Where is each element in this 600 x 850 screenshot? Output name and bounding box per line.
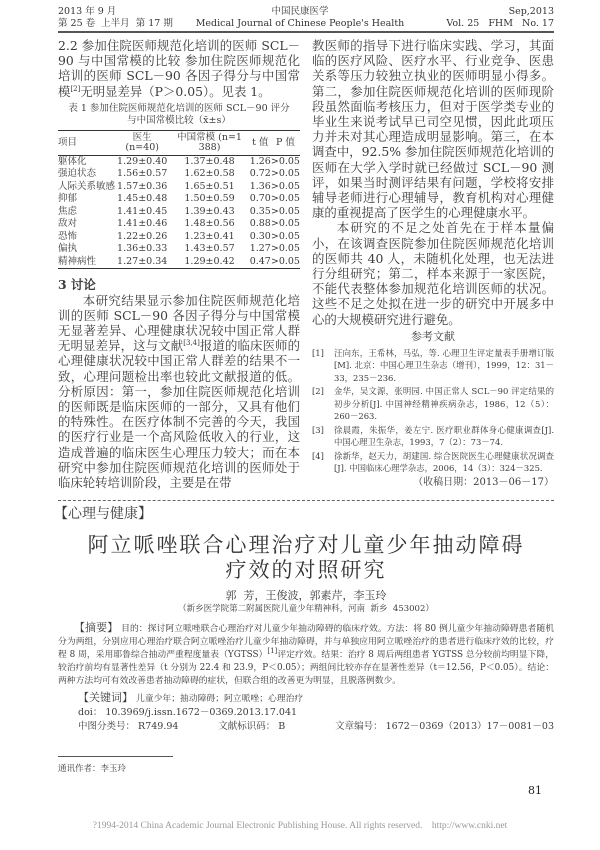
table-cell: 0.70 [249, 193, 271, 205]
reference-text: 徐晨霞，朱振华，姜左宁. 医疗职业群体身心健康调查[J]. 中国心理卫生杂志，1993，7（2）：73－74. [334, 424, 554, 448]
table-cell: 1.27 [249, 243, 271, 255]
table-cell: 1.43±0.57 [184, 243, 235, 255]
reference-text: 汪向东，王希林，马弘，等. 心理卫生评定量表手册增订版[M]. 北京：中国心理卫生杂志（增刊），1999，12：31－33，235－236. [334, 347, 554, 383]
table-1 [58, 130, 300, 270]
table-cell: 1.56±0.57 [117, 168, 168, 180]
main-content [54, 38, 555, 734]
discussion-paragraph-cont: 教医师的指导下进行临床实践、学习，其面临的医疗风险、医疗水平、行业竞争、医患关系等压力较独立执业的医师明显小得多。第二，参加住院医师规范化培训的医师现阶段虽然面临考核压力，但对于医学类专业的毕业生来说考试早已司空见惯，因此此项压力并未对其心理造成明显影响。第三，在本调查中，92.5% 参加住院医师规范化培训的医师在大学入学时就已经做过 SCL－90 测评，如果当时测评结果有问题，学校将安排辅导老师进行心理辅导，教育机构对心理健康的重视提高了医学生的心理健康水平。 [312, 38, 554, 221]
table-cell: 1.29±0.40 [117, 155, 168, 167]
reference-item [312, 424, 554, 449]
table-row [58, 206, 300, 219]
table-cell: 强迫状态 [58, 168, 97, 180]
received-date: （收稿日期：2013－06－17） [413, 476, 554, 488]
references-list [312, 347, 554, 475]
two-column-body [58, 38, 554, 490]
table-cell: 0.88 [249, 218, 271, 230]
table-cell: 0.72 [249, 168, 271, 180]
table-cell: 1.29±0.42 [169, 256, 249, 269]
table-cell: 焦虑 [58, 205, 78, 217]
journal-name-en: Medical Journal of Chinese People's Health [195, 18, 405, 29]
table-cell: 恐怖 [58, 230, 78, 242]
table-cell: 敌对 [58, 218, 78, 230]
affiliation: （新乡医学院第二附属医院儿童少年精神科，河南 新乡 453002） [178, 604, 434, 615]
table-cell: 1.57±0.36 [117, 180, 168, 192]
table-cell: 1.45±0.48 [117, 193, 168, 205]
table-cell: 1.41±0.45 [117, 205, 168, 217]
table-cell: >0.05 [270, 193, 300, 205]
table-cell: 1.36 [249, 180, 271, 192]
table-cell: 抑郁 [58, 193, 78, 205]
table-row [58, 168, 300, 181]
table-cell: >0.05 [270, 180, 300, 192]
table-cell: 1.50±0.59 [184, 193, 235, 205]
header-center [190, 6, 410, 30]
table-header-cell: P 值 [271, 130, 300, 155]
copyright-footer: ?1994-2014 China Academic Journal Electronic Publishing House. All rights reserved. http://www.cnki.net [92, 821, 508, 831]
reference-item [312, 450, 554, 475]
table-cell: 1.23±0.41 [184, 230, 235, 242]
reference-item [312, 385, 554, 423]
table-cell: >0.05 [270, 255, 300, 267]
table-row [58, 193, 300, 206]
table-header-cell: 医生 (n=40) [115, 130, 169, 155]
table-cell: 1.62±0.58 [184, 168, 235, 180]
table-cell: 1.48±0.56 [184, 218, 235, 230]
header-left [58, 6, 173, 30]
references-title: 参考文献 [411, 329, 455, 343]
abstract: 【摘要】 目的：探讨阿立哌唑联合心理治疗对儿童少年抽动障碍的临床疗效。方法：将 80 例儿童少年抽动障碍患者随机分为两组，分别应用心理治疗联合阿立哌唑治疗儿童少年抽动障碍，并与单独应用阿立哌唑治疗的患者进行临床疗效的比较，疗程 8 周，采用耶鲁综合抽动严重程度量表（YGTSS）[1]评定疗效。结果：治疗 8 周后两组患者 YGTSS 总分较前均明显下降，较治疗前均有显著性差异（t 分别为 22.4 和 23.9，P＜0.05）；两组间比较亦存在显著性差异（t＝12.56，P＜0.05）。结论：两种方法均可有效改善患者抽动障碍的症状，但联合组的改善更为明显，且脱落例数少。 [58, 621, 555, 687]
header-issue-en: Vol. 25 FHM No. 17 [446, 18, 554, 29]
table-cell: 1.65±0.51 [184, 180, 235, 192]
authors: 郭 芳，王俊波，郭素芹，李玉玲 [225, 589, 387, 603]
reference-text: 金华，吴文源，张明园. 中国正常人 SCL－90 评定结果的初步分析[J]. 中国神经精神疾病杂志，1986，12（5）：260－263. [334, 386, 554, 422]
article-title: 阿立哌唑联合心理治疗对儿童少年抽动障碍 疗效的对照研究 [87, 533, 525, 583]
reference-number: [1] [312, 347, 324, 358]
table-cell: 1.39±0.43 [184, 205, 235, 217]
table-cell: >0.05 [270, 155, 300, 167]
header-issue: 第 25 卷 上半月 第 17 期 [58, 18, 173, 29]
reference-number: [3] [312, 424, 324, 435]
article-number: 1672－0369（2013）17－0081－03 [385, 721, 554, 733]
table-cell: 躯体化 [58, 155, 87, 167]
table-cell: 1.26 [249, 155, 271, 167]
table-row [58, 218, 300, 231]
table-row [58, 181, 300, 194]
reference-text: 徐新华，赵天力，胡建国. 综合医院医生心理健康状况调查[J]. 中国临床心理学杂志，2006，14（3）：324－325. [334, 450, 554, 474]
limitations-paragraph: 本研究的不足之处首先在于样本量偏小，在该调查医院参加住院医师规范化培训的医师共 40 人，未随机化处理，也无法进行分组研究；第二，样本来源于一家医院，不能代表整体参加规范化培训医师的状况。这些不足之处拟在进一步的研究中开展多中心的大规模研究进行避免。 [312, 220, 554, 327]
header-date: 2013 年 9 月 [58, 6, 117, 17]
table-row [58, 155, 300, 168]
table-cell: 人际关系敏感 [58, 180, 116, 192]
doc-code: B [278, 721, 286, 733]
table-cell: 1.22±0.26 [117, 230, 168, 242]
table-cell: >0.05 [270, 205, 300, 217]
page-number: 81 [528, 784, 542, 797]
header-right [446, 6, 554, 30]
table-cell: 0.47 [249, 255, 271, 267]
section-2-2: 2.2 参加住院医师规范化培训的医师 SCL－90 与中国常模的比较 参加住院医师规范化培训的医师 SCL－90 各因子得分与中国常模[2]无明显差异（P＞0.05）。见表 1。 [58, 38, 300, 99]
keywords: 【关键词】 儿童少年；抽动障碍；阿立哌唑；心理治疗 [78, 691, 304, 705]
header-date-en: Sep,2013 [508, 6, 554, 17]
table-cell: 1.27±0.34 [115, 256, 169, 269]
table-cell: 1.41±0.46 [117, 218, 168, 230]
table-cell: >0.05 [270, 168, 300, 180]
reference-number: [4] [312, 450, 324, 461]
reference-item [312, 347, 554, 385]
footnote-rule [58, 756, 173, 757]
corresponding-author: 通讯作者：李玉玲 [58, 764, 127, 774]
column-label: 【心理与健康】 [54, 506, 152, 523]
table-cell: 1.36±0.33 [117, 243, 168, 255]
table-cell: 1.37±0.48 [184, 155, 235, 167]
doi: doi： 10.3969/j.issn.1672－0369.2013.17.041 [78, 707, 298, 719]
table-row [58, 256, 300, 269]
table-row [58, 231, 300, 244]
right-column [312, 38, 554, 490]
table-row [58, 243, 300, 256]
table-header-cell: 中国常模 (n=1 388) [169, 130, 249, 155]
table-header-cell: t 值 [250, 130, 271, 155]
reference-number: [2] [312, 386, 324, 397]
table-cell: >0.05 [270, 218, 300, 230]
table-cell: >0.05 [270, 230, 300, 242]
left-column [58, 38, 300, 490]
discussion-paragraph: 本研究结果显示参加住院医师规范化培训的医师 SCL－90 各因子得分与中国常模无显著差异、心理健康状况较中国正常人群无明显差异，这与文献[3,4]报道的临床医师的心理健康状况较中国正常人群差的结果不一致，心理问题检出率也较此文献报道的低。分析原因：第一，参加住院医师规范化培训的医师既是临床医师的一部分，又具有他们的特殊性。在医疗体制不完善的今天，我国的医疗行业是一个高风险低收入的行业，这造成普遍的临床医生心理压力较大；而在本研究中参加住院医师规范化培训的医师处于临床轮转培训阶段，主要是在带 [58, 292, 301, 490]
journal-name-cn: 中国民康医学 [271, 6, 329, 17]
clc-number: R749.94 [138, 721, 179, 733]
table-header-cell: 项目 [58, 130, 115, 155]
table-cell: 0.35 [249, 205, 271, 217]
table-cell: >0.05 [270, 243, 300, 255]
table-caption: 表 1 参加住院医师规范化培训的医师 SCL－90 评分 与中国常模比较（x̄±s） [68, 102, 290, 126]
abstract-label: 【摘要】 [74, 621, 119, 635]
section-divider [58, 496, 554, 501]
table-cell: 0.30 [249, 230, 271, 242]
header-rule [58, 31, 554, 33]
classification-line: 中图分类号： R749.94 文献标识码： B 文章编号： 1672－0369（2013）17－0081－03 [78, 721, 554, 733]
section-3-title: 3 讨论 [58, 277, 96, 293]
table-cell: 精神病性 [58, 256, 115, 269]
table-cell: 偏执 [58, 243, 78, 255]
